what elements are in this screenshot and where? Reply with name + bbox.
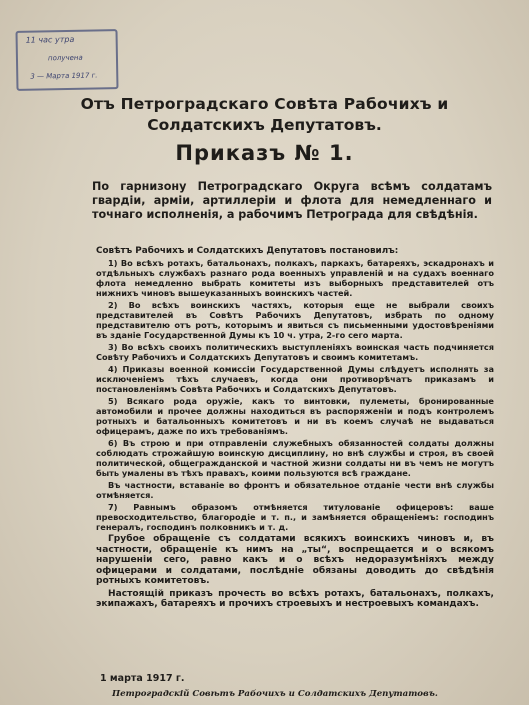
order-preamble: Совѣтъ Рабочихъ и Солдатскихъ Депутатовъ постановилъ: (96, 246, 399, 256)
header-line-2: Солдатскихъ Депутатовъ. (147, 116, 382, 134)
order-intro: По гарнизону Петроградскаго Округа всѣмъ солдатамъ гвардіи, арміи, артиллеріи и флота для немедленнаго и точнаго исполненія, а рабочимъ Петрограда для свѣдѣнія. (92, 180, 492, 221)
order-title: Приказъ № 1. (175, 141, 354, 165)
order-point-6: 6) Въ строю и при отправленіи служебныхъ обязанностей солдаты должны соблюдать строжайшую воинскую дисциплину, но внѣ службы и строя, въ своей политической, общегражданской и частной жизни солдаты ни въ чемъ не могутъ быть умалены въ тѣхъ правахъ, коими пользуются всѣ граждане. (96, 438, 494, 478)
order-signature: Петроградскій Совѣтъ Рабочихъ и Солдатскихъ Депутатовъ. (112, 689, 438, 699)
order-point-2: 2) Во всѣхъ воинскихъ частяхъ, которыя еще не выбрали своихъ представителей въ Совѣтъ Рабочихъ Депутатовъ, избрать по одному представителю отъ ротъ, которымъ и явиться съ письменными удостовѣреніями въ зданіе Государственной Думы къ 10 ч. утра, 2-го сего марта. (96, 300, 494, 340)
received-stamp (15, 29, 118, 91)
order-point-1: 1) Во всѣхъ ротахъ, батальонахъ, полкахъ, паркахъ, батареяхъ, эскадронахъ и отдѣльныхъ службахъ разнаго рода военныхъ управленій и на судахъ военнаго флота немедленно выбрать комитеты изъ выборныхъ представителей отъ нижнихъ чиновъ вышеуказанныхъ воинскихъ частей. (96, 258, 494, 298)
order-point-4: 4) Приказы военной комиссіи Государственной Думы слѣдуетъ исполнять за исключеніемъ тѣхъ случаевъ, когда они противорѣчатъ приказамъ и постановленіямъ Совѣта Рабочихъ и Солдатскихъ Депутатовъ. (96, 364, 494, 394)
order-point-5: 5) Всякаго рода оружіе, какъ то винтовки, пулеметы, бронированные автомобили и прочее должны находиться въ распоряженіи и подъ контролемъ ротныхъ и батальонныхъ комитетовъ и ни въ коемъ случаѣ не выдаваться офицерамъ, даже по ихъ требованіямъ. (96, 396, 494, 436)
order-rude-treatment: Грубое обращеніе съ солдатами всякихъ воинскихъ чиновъ и, въ частности, обращеніе къ нимъ на „ты“, воспрещается и о всякомъ нарушеніи сего, равно какъ и о всѣхъ недоразумѣніяхъ между офицерами и солдатами, послѣдніе обязаны доводить до свѣдѣнія ротныхъ комитетовъ. (96, 534, 494, 586)
order-point-6-note: Въ частности, вставаніе во фронтъ и обязательное отданіе чести внѣ службы отмѣняется. (96, 480, 494, 500)
order-point-7: 7) Равнымъ образомъ отмѣняется титулованіе офицеровъ: ваше превосходительство, благородіе и т. п., и замѣняется обращеніемъ: господинъ генералъ, господинъ полковникъ и т. д. (96, 502, 494, 532)
header-line-1: Отъ Петроградскаго Совѣта Рабочихъ и (80, 95, 449, 113)
order-date: 1 марта 1917 г. (100, 673, 185, 684)
order-reading-instruction: Настоящій приказъ прочесть во всѣхъ ротахъ, батальонахъ, полкахъ, экипажахъ, батареяхъ и прочихъ строевыхъ и нестроевыхъ командахъ. (96, 588, 494, 609)
order-point-3: 3) Во всѣхъ своихъ политическихъ выступленіяхъ воинская часть подчиняется Совѣту Рабочихъ и Солдатскихъ Депутатовъ и своимъ комитетамъ. (96, 342, 494, 362)
stamp-line-3: 3 — Марта 1917 г. (30, 71, 98, 81)
order-body (96, 246, 494, 612)
stamp-line-2: получена (47, 53, 83, 63)
stamp-line-1: 11 час утра (25, 34, 75, 45)
